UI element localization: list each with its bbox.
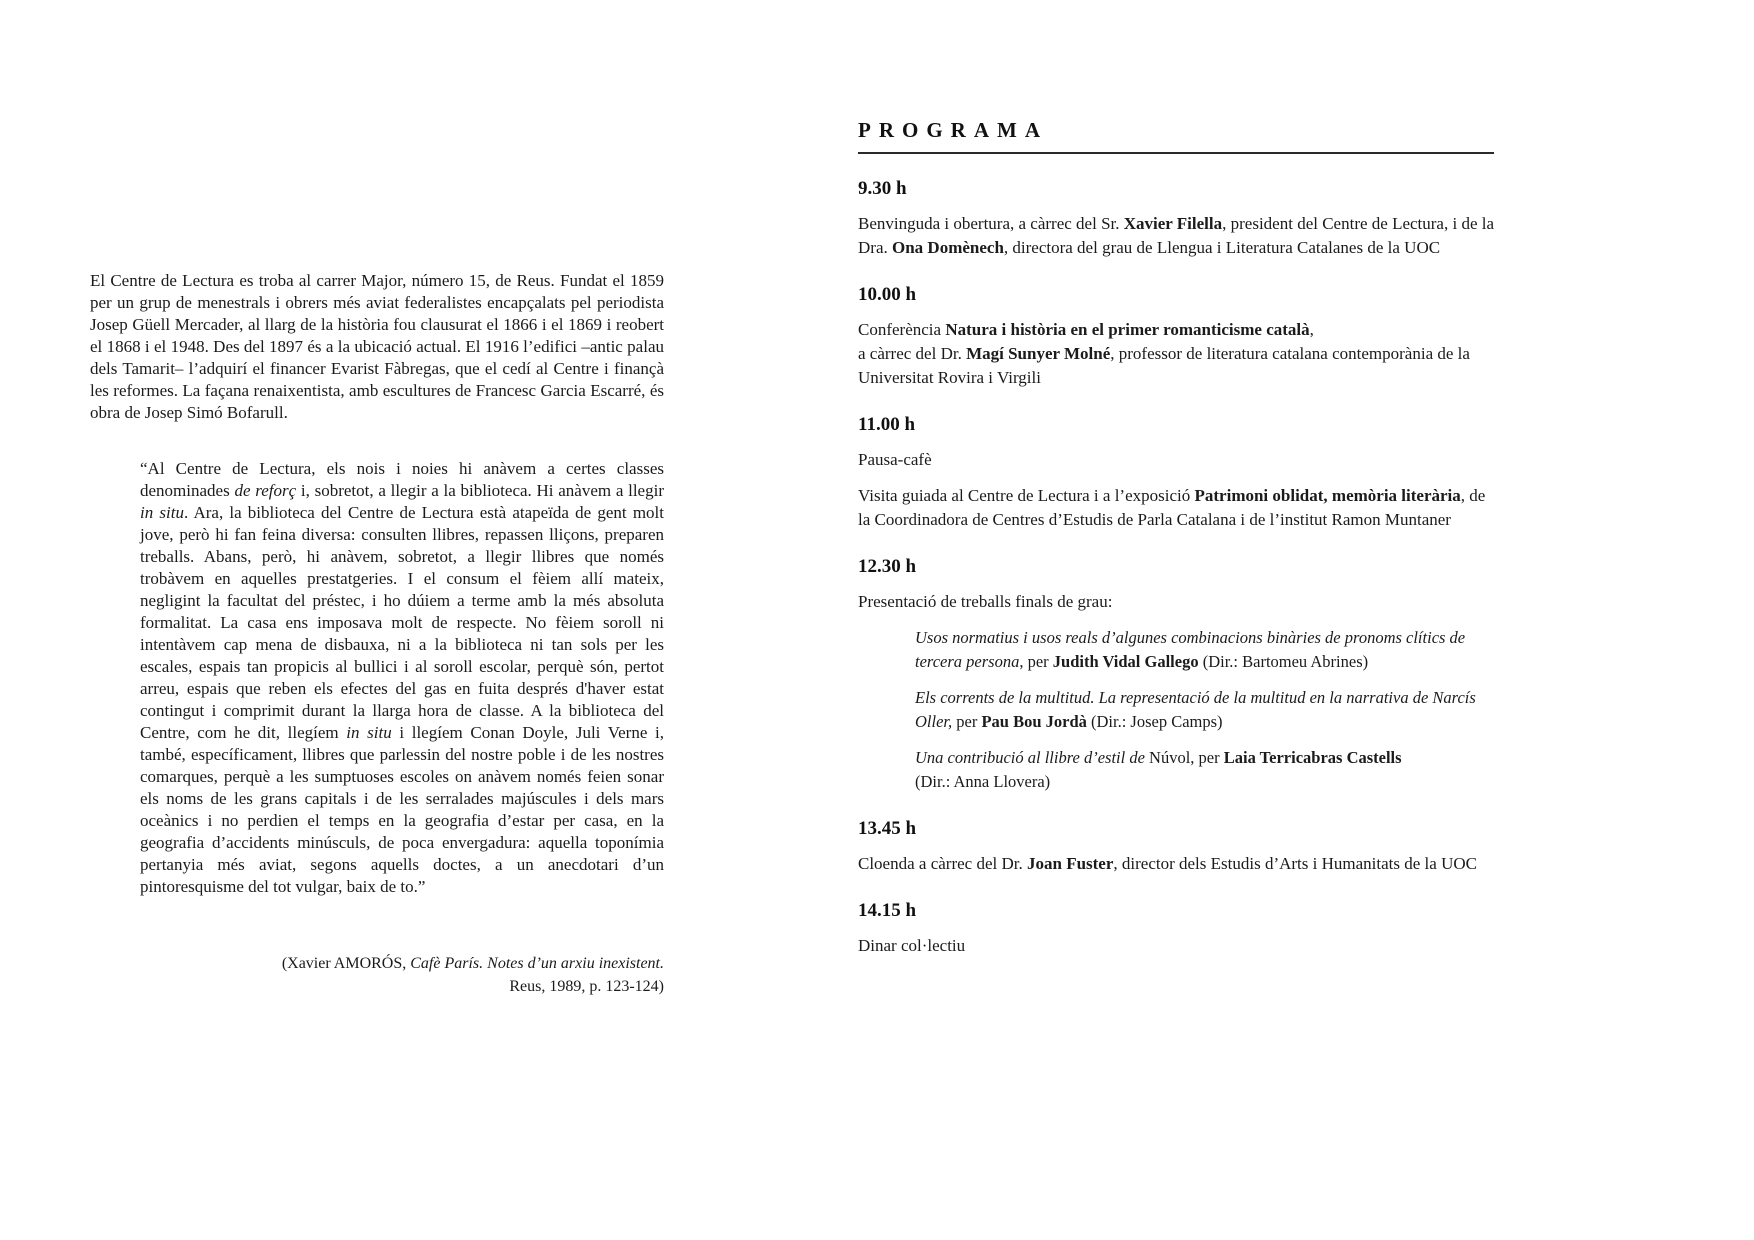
thesis-list — [858, 626, 1494, 794]
slot-time: 11.00 h — [858, 414, 916, 435]
slot-paragraph: Presentació de treballs finals de grau: — [858, 592, 1113, 611]
thesis-item: Usos normatius i usos reals d’algunes combinacions binàries de pronoms clítics de tercera persona, per Judith Vidal Gallego (Dir.: Bartomeu Abrines) — [915, 628, 1466, 671]
slot-paragraph: Benvinguda i obertura, a càrrec del Sr. Xavier Filella, president del Centre de Lectura, i de la Dra. Ona Domènech, directora del grau de Llengua i Literatura Catalanes de la UOC — [858, 214, 1495, 257]
citation — [90, 952, 664, 998]
slot-paragraph: Dinar col·lectiu — [858, 936, 966, 955]
citation-line-2: Reus, 1989, p. 123-124) — [509, 978, 664, 995]
program-title: PROGRAMA — [858, 118, 1494, 154]
left-page — [90, 270, 664, 998]
schedule-slot-1345 — [858, 818, 1494, 876]
schedule-slot-1230 — [858, 556, 1494, 794]
schedule-slot-1100 — [858, 414, 1494, 532]
citation-line-1: (Xavier AMORÓS, Cafè París. Notes d’un arxiu inexistent. — [281, 955, 664, 972]
slot-time: 9.30 h — [858, 178, 907, 199]
slot-paragraph: Cloenda a càrrec del Dr. Joan Fuster, director dels Estudis d’Arts i Humanitats de la UOC — [858, 854, 1477, 873]
slot-paragraph: Pausa-cafè — [858, 450, 932, 469]
right-page — [858, 118, 1494, 970]
thesis-item: Una contribució al llibre d’estil de Núvol, per Laia Terricabras Castells (Dir.: Anna Llovera) — [915, 748, 1402, 791]
slot-paragraph: Visita guiada al Centre de Lectura i a l’exposició Patrimoni oblidat, memòria literària, de la Coordinadora de Centres d’Estudis de Parla Catalana i de l’institut Ramon Muntaner — [858, 486, 1486, 529]
thesis-item: Els corrents de la multitud. La representació de la multitud en la narrativa de Narcís Oller, per Pau Bou Jordà (Dir.: Josep Camps) — [915, 688, 1476, 731]
schedule-slot-1415 — [858, 900, 1494, 958]
slot-time: 12.30 h — [858, 556, 917, 577]
schedule-slot-1000 — [858, 284, 1494, 390]
quote-block: “Al Centre de Lectura, els nois i noies hi anàvem a certes classes denominades de reforç i, sobretot, a llegir a la biblioteca. Hi anàvem a llegir in situ. Ara, la biblioteca del Centre de Lectura està atapeïda de gent molt jove, però hi fan feina diversa: consulten llibres, repassen lliçons, preparen treballs. Abans, però, hi anàvem, sobretot, a llegir llibres que només trobàvem en aquelles prestatgeries. I el consum el fèiem allí mateix, negligint la facultat del préstec, i ho dúiem a terme amb la més absoluta formalitat. La casa ens imposava molt de respecte. No fèiem soroll ni intentàvem cap mena de disbauxa, ni a la biblioteca ni tan sols per les escales, espais tan propicis al bullici i al soroll escolar, perquè són, pertot arreu, espais que reben els efectes del gas en fuita després d'haver estat contingut i comprimit durant la llarga hora de classe. A la biblioteca del Centre, com he dit, llegíem in situ i llegíem Conan Doyle, Juli Verne i, també, específicament, llibres que parlessin del nostre poble i de les nostres comarques, perquè a les sumptuoses escoles on anàvem només feien sonar els noms de les grans capitals i de les serralades majúscules i dels mars oceànics i no perdien el temps en la geografia d’estar per casa, en la geografia d’accidents minúsculs, de poca envergadura: aquella toponímia pertanyia més aviat, segons aquells doctes, a un anecdotari d’un pintoresquisme del tot vulgar, baix de to.” — [140, 459, 664, 896]
slot-time: 14.15 h — [858, 900, 917, 921]
slot-time: 10.00 h — [858, 284, 917, 305]
intro-paragraph: El Centre de Lectura es troba al carrer Major, número 15, de Reus. Fundat el 1859 per un grup de menestrals i obrers més aviat federalistes encapçalats pel periodista Josep Güell Mercader, al llarg de la història fou clausurat el 1866 i el 1869 i reobert el 1868 i el 1948. Des del 1897 és a la ubicació actual. El 1916 l’edifici –antic palau dels Tamarit– l’adquirí el financer Evarist Fàbregas, que el cedí al Centre i finançà les reformes. La façana renaixentista, amb escultures de Francesc Garcia Escarré, és obra de Josep Simó Bofarull. — [90, 271, 664, 422]
slot-paragraph: Conferència Natura i història en el primer romanticisme català, a càrrec del Dr. Magí Sunyer Molné, professor de literatura catalana contemporània de la Universitat Rovira i Virgili — [858, 320, 1470, 387]
schedule-slot-930 — [858, 178, 1494, 260]
slot-time: 13.45 h — [858, 818, 917, 839]
